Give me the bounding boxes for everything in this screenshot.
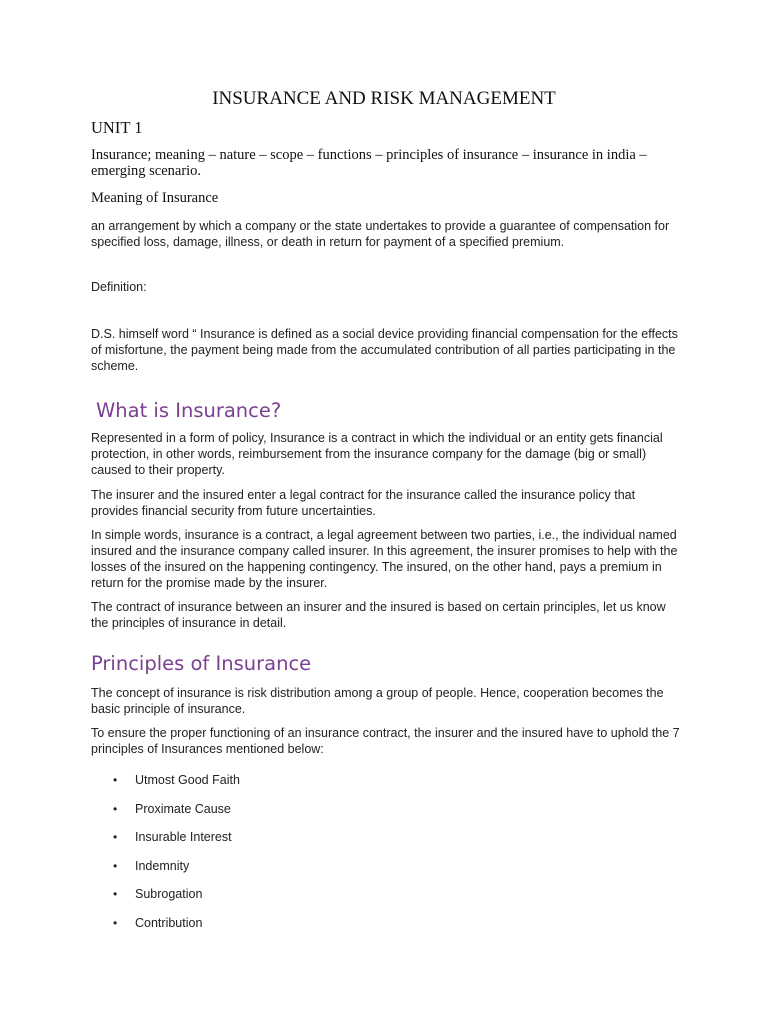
list-item-label: Indemnity xyxy=(135,858,190,873)
principles-paragraph-2: To ensure the proper functioning of an insurance contract, the insurer and the insured have to uphold the 7 principles of Insurances mentioned below: xyxy=(91,726,680,756)
list-item-label: Utmost Good Faith xyxy=(135,773,240,787)
list-item-label: Insurable Interest xyxy=(135,830,232,844)
list-item xyxy=(91,915,240,944)
principles-list xyxy=(91,772,240,943)
bullet-icon: • xyxy=(113,773,118,787)
list-item xyxy=(91,772,240,801)
meaning-heading: Meaning of Insurance xyxy=(91,190,219,206)
unit-topics: Insurance; meaning – nature – scope – functions – principles of insurance – insurance in india – emerging scenario. xyxy=(91,147,647,179)
what-paragraph-4: The contract of insurance between an insurer and the insured is based on certain principles, let us know the principles of insurance in detail. xyxy=(91,600,666,630)
what-paragraph-1: Represented in a form of policy, Insurance is a contract in which the individual or an entity gets financial protection, in other words, reimbursement from the insurance company for the damage (big or small) caused to their property. xyxy=(91,431,663,477)
bullet-icon: • xyxy=(113,915,118,930)
definition-label: Definition: xyxy=(91,280,147,294)
definition-paragraph: D.S. himself word “ Insurance is defined as a social device providing financial compensation for the effects of misfortune, the payment being made from the accumulated contribution of all parties participating in the scheme. xyxy=(91,327,678,373)
list-item-label: Proximate Cause xyxy=(135,801,231,816)
list-item xyxy=(91,858,240,887)
principles-heading: Principles of Insurance xyxy=(91,652,312,675)
list-item-label: Subrogation xyxy=(135,887,203,901)
principles-paragraph-1: The concept of insurance is risk distribution among a group of people. Hence, cooperation becomes the basic principle of insurance. xyxy=(91,686,664,716)
bullet-icon: • xyxy=(113,887,118,901)
bullet-icon: • xyxy=(113,801,118,816)
bullet-icon: • xyxy=(113,858,118,873)
bullet-icon: • xyxy=(113,830,118,844)
what-paragraph-2: The insurer and the insured enter a legal contract for the insurance called the insurance policy that provides financial security from future uncertainties. xyxy=(91,488,636,518)
document-title: INSURANCE AND RISK MANAGEMENT xyxy=(212,88,556,109)
list-item-label: Contribution xyxy=(135,915,203,930)
what-paragraph-3: In simple words, insurance is a contract, a legal agreement between two parties, i.e., the individual named insured and the insurance company called insurer. In this agreement, the insurer promises to help with the losses of the insured on the happening contingency. The insured, on the other hand, pays a premium in return for the promise made by the insurer. xyxy=(91,528,678,590)
list-item xyxy=(91,801,240,830)
list-item xyxy=(91,829,240,858)
list-item xyxy=(91,886,240,915)
what-is-insurance-heading: What is Insurance? xyxy=(96,399,282,422)
meaning-paragraph: an arrangement by which a company or the state undertakes to provide a guarantee of compensation for specified loss, damage, illness, or death in return for payment of a specified premium. xyxy=(91,219,670,249)
unit-label: UNIT 1 xyxy=(91,118,143,137)
